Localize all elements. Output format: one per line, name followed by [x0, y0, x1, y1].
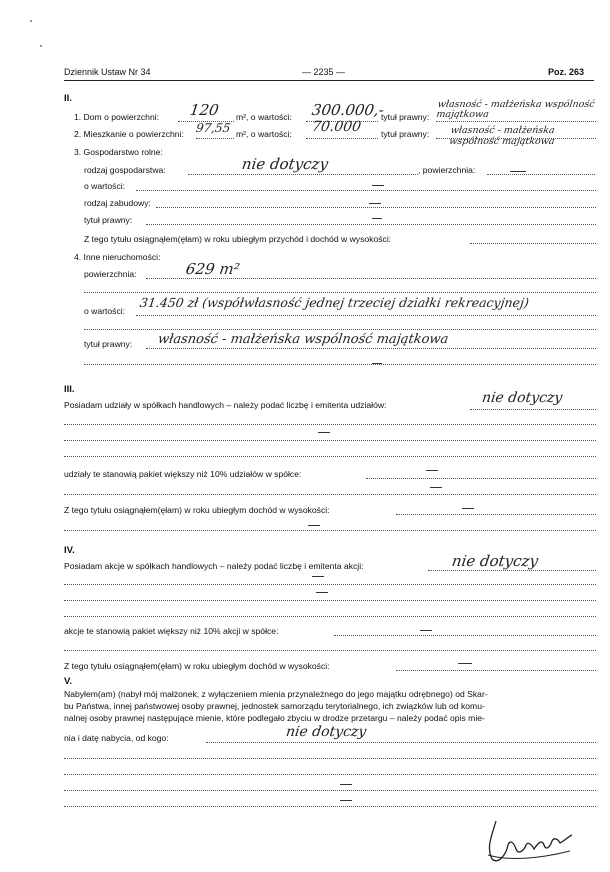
scan-speck	[30, 20, 32, 22]
flat-unit-label: m², o wartości:	[236, 129, 292, 139]
page-number: — 2235 —	[302, 67, 346, 77]
section-v-text-line4: nia i datę nabycia, od kogo:	[64, 733, 169, 743]
section-v-value: nie dotyczy	[284, 724, 368, 740]
scan-speck	[40, 45, 42, 47]
farm-value-label: o wartości:	[84, 181, 126, 191]
farm-area-label: , powierzchnia:	[418, 165, 476, 175]
farm-type-value: nie dotyczy	[240, 155, 330, 173]
section-iv-shares-label: Posiadam akcje w spółkach handlowych – należy podać liczbę i emitenta akcji:	[64, 561, 364, 571]
farm-type-label: rodzaj gospodarstwa:	[84, 165, 166, 175]
section-ii-numeral: II.	[64, 93, 72, 104]
house-label: 1. Dom o powierzchni:	[74, 112, 160, 122]
section-iii-income-label: Z tego tytułu osiągnąłem(ęłam) w roku ubiegłym dochód w wysokości:	[64, 505, 330, 515]
other-area-value: 629 m²	[184, 260, 241, 278]
farm-title-label: tytuł prawny:	[84, 215, 133, 225]
journal-name: Dziennik Ustaw Nr 34	[64, 67, 151, 77]
section-v-numeral: V.	[64, 676, 73, 687]
other-label: 4. Inne nieruchomości:	[74, 252, 161, 262]
header-rule	[64, 80, 594, 81]
flat-label: 2. Mieszkanie o powierzchni:	[74, 129, 184, 139]
section-iii-numeral: III.	[64, 384, 75, 395]
position-number: Poz. 263	[548, 67, 585, 77]
section-iii-shares-value: nie dotyczy	[480, 390, 564, 406]
other-title-value: własność - małżeńska wspólność majątkowa	[156, 332, 450, 347]
section-v-text-line1: Nabyłem(am) (nabył mój małżonek, z wyłączeniem mienia przynależnego do jego majątku odrębnego) od Skar-	[64, 689, 488, 699]
house-title-value: własność - małżeńska wspólność majątkowa	[435, 99, 596, 120]
house-title-label: tytuł prawny:	[381, 112, 430, 122]
flat-title-value: własność - małżeńska wspólność majątkowa	[448, 125, 556, 147]
section-iv-pakiet-label: akcje te stanowią pakiet większy niż 10% akcji w spółce:	[64, 626, 279, 636]
other-value-value: 31.450 zł (współwłasność jednej trzeciej działki rekreacyjnej)	[138, 295, 530, 310]
house-area: 120	[188, 101, 220, 119]
section-iii-pakiet-label: udziały te stanowią pakiet większy niż 10% udziałów w spółce:	[64, 469, 302, 479]
section-iv-income-label: Z tego tytułu osiągnąłem(ęłam) w roku ubiegłym dochód w wysokości:	[64, 661, 330, 671]
house-unit-label: m², o wartości:	[236, 112, 292, 122]
house-value: 300.000,-	[310, 101, 386, 119]
signature	[478, 815, 578, 867]
section-v-text-line2: bu Państwa, innej państwowej osoby prawnej, jednostek samorządu terytorialnego, ich związków lub od komu-	[64, 701, 485, 711]
signature-mark	[478, 815, 578, 867]
section-iv-numeral: IV.	[64, 545, 75, 556]
other-title-label: tytuł prawny:	[84, 339, 133, 349]
farm-buildings-label: rodzaj zabudowy:	[84, 198, 151, 208]
section-iii-shares-label: Posiadam udziały w spółkach handlowych – należy podać liczbę i emitenta udziałów:	[64, 400, 387, 410]
flat-title-label: tytuł prawny:	[381, 129, 430, 139]
farm-income-label: Z tego tytułu osiągnąłem(ęłam) w roku ubiegłym przychód i dochód w wysokości:	[84, 234, 392, 244]
other-value-label: o wartości:	[84, 306, 126, 316]
other-area-label: powierzchnia:	[84, 269, 137, 279]
flat-area: 97,55	[195, 121, 232, 135]
section-iv-shares-value: nie dotyczy	[450, 552, 540, 570]
farm-label: 3. Gospodarstwo rolne:	[74, 147, 163, 157]
section-v-text-line3: nalnej osoby prawnej następujące mienie, które podlegało zbyciu w drodze przetargu – należy podać opis mie-	[64, 713, 485, 723]
flat-value: 70.000	[310, 119, 363, 135]
